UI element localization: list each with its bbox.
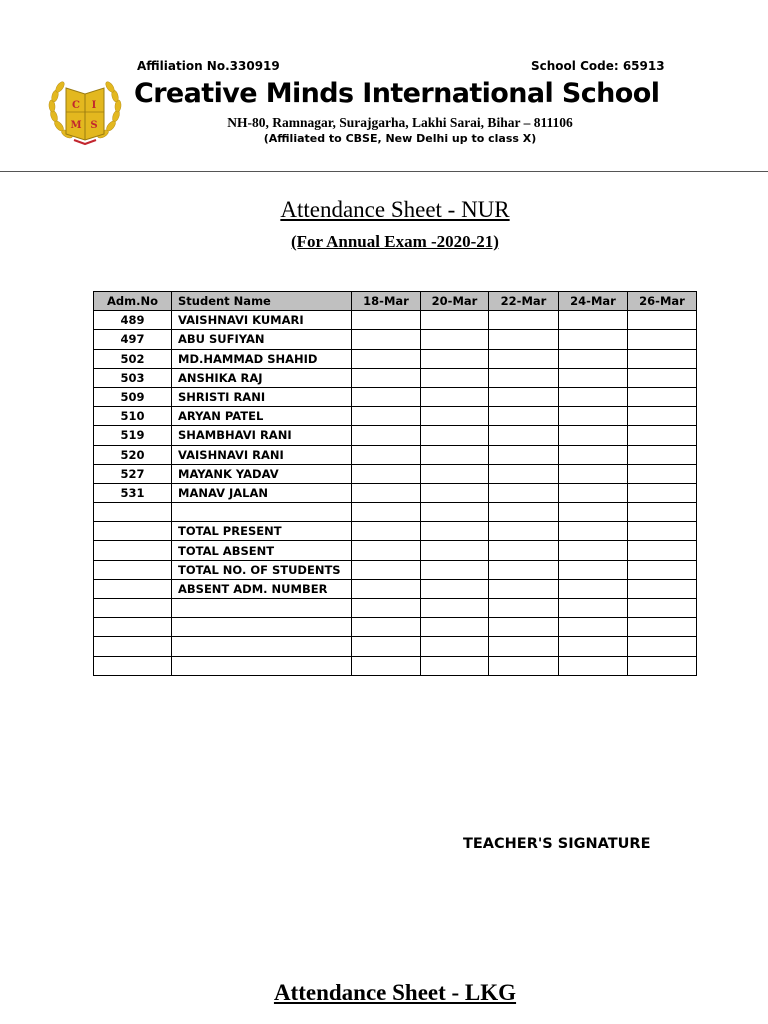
table-row — [94, 387, 697, 406]
table-row — [94, 503, 697, 522]
attendance-cell[interactable] — [489, 407, 559, 426]
attendance-cell[interactable] — [628, 483, 697, 502]
attendance-cell[interactable] — [489, 445, 559, 464]
student-name-cell: MD.HAMMAD SHAHID — [172, 349, 352, 368]
column-header: 26-Mar — [628, 292, 697, 311]
adm-number-cell: 502 — [94, 349, 172, 368]
summary-value-cell[interactable] — [489, 579, 559, 598]
attendance-cell[interactable] — [628, 407, 697, 426]
summary-label-cell — [172, 618, 352, 637]
summary-blank-cell — [94, 560, 172, 579]
attendance-cell[interactable] — [421, 330, 489, 349]
adm-number-cell: 519 — [94, 426, 172, 445]
attendance-cell[interactable] — [352, 349, 421, 368]
student-name-cell: SHRISTI RANI — [172, 387, 352, 406]
summary-value-cell[interactable] — [489, 618, 559, 637]
adm-number-cell: 531 — [94, 483, 172, 502]
adm-number-cell: 527 — [94, 464, 172, 483]
attendance-cell[interactable] — [489, 483, 559, 502]
attendance-cell[interactable] — [628, 349, 697, 368]
attendance-cell[interactable] — [352, 387, 421, 406]
attendance-cell[interactable] — [559, 387, 628, 406]
summary-value-cell[interactable] — [628, 656, 697, 675]
summary-value-cell[interactable] — [489, 599, 559, 618]
student-name-cell: VAISHNAVI KUMARI — [172, 311, 352, 330]
attendance-cell[interactable] — [559, 330, 628, 349]
affiliation-note: (Affiliated to CBSE, New Delhi up to class X) — [263, 132, 537, 145]
summary-blank-cell — [94, 618, 172, 637]
table-header-row — [94, 292, 697, 311]
attendance-cell[interactable] — [421, 311, 489, 330]
adm-number-cell — [94, 503, 172, 522]
summary-value-cell[interactable] — [628, 637, 697, 656]
summary-value-cell[interactable] — [352, 656, 421, 675]
summary-value-cell[interactable] — [352, 599, 421, 618]
summary-value-cell[interactable] — [421, 522, 489, 541]
student-name-cell: MAYANK YADAV — [172, 464, 352, 483]
adm-number-cell: 509 — [94, 387, 172, 406]
student-name-cell: VAISHNAVI RANI — [172, 445, 352, 464]
table-row — [94, 445, 697, 464]
teacher-signature-label: TEACHER'S SIGNATURE — [463, 836, 651, 852]
summary-label-cell — [172, 599, 352, 618]
column-header: 22-Mar — [489, 292, 559, 311]
summary-value-cell[interactable] — [559, 637, 628, 656]
summary-value-cell[interactable] — [352, 637, 421, 656]
table-row — [94, 483, 697, 502]
attendance-cell[interactable] — [559, 445, 628, 464]
logo-letter: C — [72, 100, 80, 111]
attendance-cell[interactable] — [352, 426, 421, 445]
adm-number-cell: 510 — [94, 407, 172, 426]
attendance-table — [93, 291, 697, 676]
attendance-cell[interactable] — [489, 349, 559, 368]
attendance-cell[interactable] — [421, 483, 489, 502]
summary-value-cell[interactable] — [421, 618, 489, 637]
school-logo-icon — [44, 76, 126, 146]
summary-value-cell[interactable] — [559, 522, 628, 541]
attendance-cell[interactable] — [352, 464, 421, 483]
attendance-cell[interactable] — [489, 311, 559, 330]
summary-value-cell[interactable] — [421, 541, 489, 560]
table-row — [94, 464, 697, 483]
attendance-cell[interactable] — [352, 330, 421, 349]
logo-letter: S — [90, 120, 98, 131]
attendance-cell[interactable] — [489, 330, 559, 349]
summary-value-cell[interactable] — [559, 541, 628, 560]
attendance-cell[interactable] — [628, 503, 697, 522]
attendance-cell[interactable] — [421, 426, 489, 445]
attendance-cell[interactable] — [352, 407, 421, 426]
summary-row — [94, 618, 697, 637]
summary-rows — [94, 522, 697, 676]
attendance-cell[interactable] — [421, 368, 489, 387]
school-address: NH-80, Ramnagar, Surajgarha, Lakhi Sarai, Bihar – 811106 — [227, 115, 573, 130]
summary-value-cell[interactable] — [628, 579, 697, 598]
summary-value-cell[interactable] — [352, 579, 421, 598]
summary-value-cell[interactable] — [421, 656, 489, 675]
summary-row — [94, 560, 697, 579]
attendance-cell[interactable] — [628, 368, 697, 387]
summary-value-cell[interactable] — [352, 522, 421, 541]
summary-label-cell — [172, 656, 352, 675]
summary-blank-cell — [94, 579, 172, 598]
summary-value-cell[interactable] — [559, 599, 628, 618]
column-header: Student Name — [172, 292, 352, 311]
attendance-cell[interactable] — [421, 407, 489, 426]
summary-value-cell[interactable] — [489, 656, 559, 675]
student-name-cell: SHAMBHAVI RANI — [172, 426, 352, 445]
attendance-cell[interactable] — [352, 368, 421, 387]
attendance-cell[interactable] — [489, 426, 559, 445]
attendance-cell[interactable] — [628, 330, 697, 349]
summary-value-cell[interactable] — [352, 618, 421, 637]
summary-value-cell[interactable] — [421, 579, 489, 598]
summary-label-cell: TOTAL ABSENT — [172, 541, 352, 560]
attendance-cell[interactable] — [421, 503, 489, 522]
attendance-cell[interactable] — [352, 445, 421, 464]
attendance-cell[interactable] — [559, 464, 628, 483]
summary-label-cell — [172, 637, 352, 656]
attendance-cell[interactable] — [628, 426, 697, 445]
attendance-cell[interactable] — [628, 387, 697, 406]
table-row — [94, 426, 697, 445]
attendance-cell[interactable] — [628, 311, 697, 330]
student-name-cell: ANSHIKA RAJ — [172, 368, 352, 387]
summary-value-cell[interactable] — [559, 579, 628, 598]
table-row — [94, 368, 697, 387]
attendance-cell[interactable] — [628, 464, 697, 483]
summary-label-cell: TOTAL PRESENT — [172, 522, 352, 541]
table-row — [94, 407, 697, 426]
summary-blank-cell — [94, 637, 172, 656]
affiliation-number: Affiliation No.330919 — [137, 59, 280, 73]
summary-label-cell: ABSENT ADM. NUMBER — [172, 579, 352, 598]
adm-number-cell: 497 — [94, 330, 172, 349]
attendance-cell[interactable] — [628, 445, 697, 464]
attendance-cell[interactable] — [352, 311, 421, 330]
summary-value-cell[interactable] — [628, 522, 697, 541]
summary-value-cell[interactable] — [489, 560, 559, 579]
table-row — [94, 330, 697, 349]
attendance-cell[interactable] — [489, 387, 559, 406]
attendance-cell[interactable] — [559, 483, 628, 502]
column-header: 24-Mar — [559, 292, 628, 311]
summary-value-cell[interactable] — [352, 560, 421, 579]
header-divider — [0, 171, 768, 172]
summary-value-cell[interactable] — [489, 541, 559, 560]
adm-number-cell: 520 — [94, 445, 172, 464]
summary-value-cell[interactable] — [421, 637, 489, 656]
summary-blank-cell — [94, 541, 172, 560]
summary-value-cell[interactable] — [489, 637, 559, 656]
summary-value-cell[interactable] — [421, 560, 489, 579]
column-header: 18-Mar — [352, 292, 421, 311]
summary-blank-cell — [94, 656, 172, 675]
summary-row — [94, 656, 697, 675]
summary-row — [94, 599, 697, 618]
table-row — [94, 311, 697, 330]
summary-value-cell[interactable] — [628, 541, 697, 560]
student-name-cell: ABU SUFIYAN — [172, 330, 352, 349]
logo-letter: M — [70, 120, 82, 131]
attendance-cell[interactable] — [421, 464, 489, 483]
student-name-cell — [172, 503, 352, 522]
column-header: Adm.No — [94, 292, 172, 311]
table-row — [94, 349, 697, 368]
attendance-cell[interactable] — [352, 503, 421, 522]
attendance-cell[interactable] — [421, 445, 489, 464]
attendance-cell[interactable] — [352, 483, 421, 502]
student-name-cell: MANAV JALAN — [172, 483, 352, 502]
summary-value-cell[interactable] — [421, 599, 489, 618]
adm-number-cell: 489 — [94, 311, 172, 330]
summary-value-cell[interactable] — [628, 618, 697, 637]
summary-blank-cell — [94, 522, 172, 541]
logo-letter: I — [91, 100, 97, 111]
attendance-cell[interactable] — [559, 503, 628, 522]
sheet-subtitle: (For Annual Exam -2020-21) — [291, 232, 499, 251]
next-sheet-title: Attendance Sheet - LKG — [273, 980, 517, 1005]
summary-row — [94, 579, 697, 598]
school-name: Creative Minds International School — [134, 78, 660, 109]
summary-row — [94, 637, 697, 656]
summary-row — [94, 522, 697, 541]
summary-value-cell[interactable] — [559, 656, 628, 675]
summary-value-cell[interactable] — [352, 541, 421, 560]
summary-value-cell[interactable] — [559, 560, 628, 579]
attendance-cell[interactable] — [559, 407, 628, 426]
column-header: 20-Mar — [421, 292, 489, 311]
summary-value-cell[interactable] — [559, 618, 628, 637]
summary-row — [94, 541, 697, 560]
attendance-cell[interactable] — [421, 349, 489, 368]
student-rows — [94, 311, 697, 522]
summary-label-cell: TOTAL NO. OF STUDENTS — [172, 560, 352, 579]
summary-value-cell[interactable] — [628, 599, 697, 618]
attendance-cell[interactable] — [489, 368, 559, 387]
attendance-cell[interactable] — [559, 349, 628, 368]
attendance-cell[interactable] — [489, 503, 559, 522]
sheet-title: Attendance Sheet - NUR — [280, 197, 510, 222]
attendance-cell[interactable] — [559, 426, 628, 445]
adm-number-cell: 503 — [94, 368, 172, 387]
attendance-cell[interactable] — [421, 387, 489, 406]
attendance-cell[interactable] — [559, 368, 628, 387]
student-name-cell: ARYAN PATEL — [172, 407, 352, 426]
summary-blank-cell — [94, 599, 172, 618]
school-code: School Code: 65913 — [531, 59, 665, 73]
summary-value-cell[interactable] — [628, 560, 697, 579]
attendance-cell[interactable] — [489, 464, 559, 483]
summary-value-cell[interactable] — [489, 522, 559, 541]
attendance-cell[interactable] — [559, 311, 628, 330]
